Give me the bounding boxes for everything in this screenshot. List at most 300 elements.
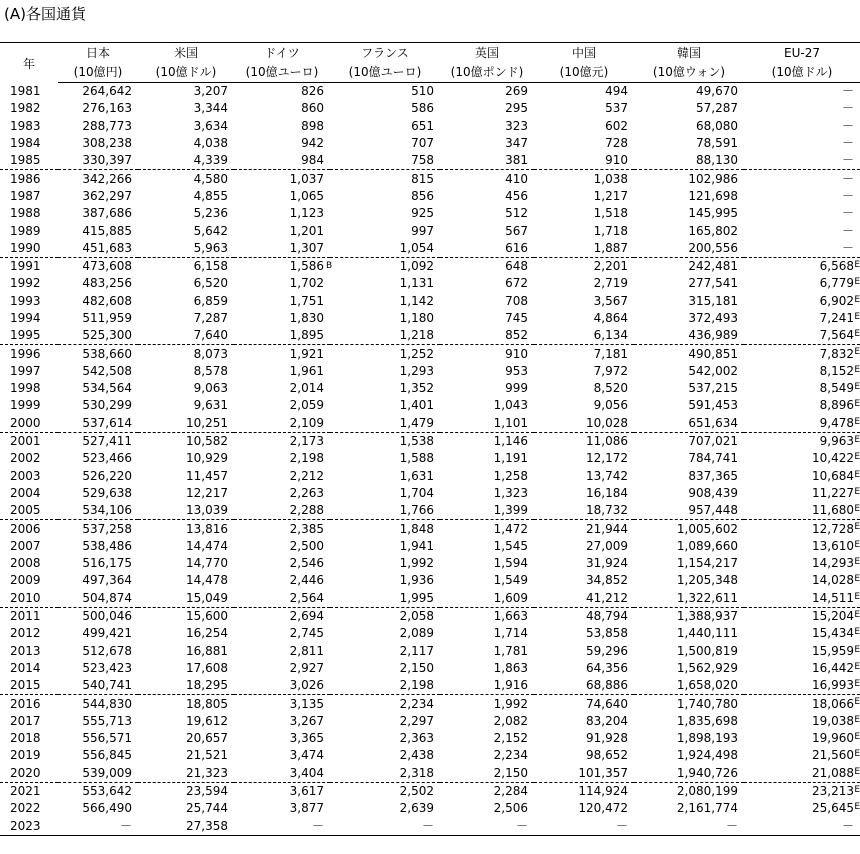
value-cell-korea [634, 380, 744, 397]
value-text: 410 [505, 171, 528, 186]
value-cell-uk [440, 607, 534, 625]
value-text: 512,678 [82, 643, 132, 658]
estimate-flag: E [854, 591, 860, 602]
value-text: 342,266 [82, 171, 132, 186]
value-cell-china [534, 590, 634, 608]
value-cell-france [330, 520, 440, 538]
value-text: 16,881 [186, 643, 228, 658]
value-text: 534,106 [82, 503, 132, 518]
table-row [0, 607, 860, 625]
value-text: 898 [301, 118, 324, 133]
value-text: 527,411 [82, 434, 132, 449]
value-cell-japan [58, 188, 138, 205]
table-row [0, 572, 860, 589]
value-cell-france [330, 555, 440, 572]
value-cell-germany [234, 205, 330, 222]
value-text: 1,131 [399, 276, 434, 291]
value-text: 1,352 [399, 381, 434, 396]
table-row [0, 415, 860, 433]
year-cell: 2004 [10, 485, 41, 500]
value-text: 18,066 [812, 696, 854, 711]
year-cell: 1995 [10, 328, 41, 343]
value-text: 315,181 [688, 293, 738, 308]
value-text: 1,848 [399, 521, 434, 536]
value-cell-uk [440, 170, 534, 188]
unit-china: (10億元) [534, 64, 634, 83]
value-cell-korea [634, 135, 744, 152]
value-cell-china [534, 660, 634, 677]
value-text: 269 [505, 84, 528, 99]
value-cell-france [330, 677, 440, 695]
value-cell-us [138, 275, 234, 292]
value-cell-us [138, 432, 234, 450]
value-text: 14,770 [186, 556, 228, 571]
estimate-flag: E [854, 679, 860, 690]
value-cell-us [138, 800, 234, 817]
value-cell-france [330, 747, 440, 764]
value-cell-uk [440, 118, 534, 135]
value-text: 2,263 [289, 485, 324, 500]
value-text: 16,254 [186, 626, 228, 641]
value-cell-korea [634, 713, 744, 730]
value-cell-us [138, 695, 234, 713]
year-cell: 2017 [10, 713, 41, 728]
table-row [0, 257, 860, 275]
value-cell-us [138, 607, 234, 625]
estimate-flag: E [854, 609, 860, 620]
value-text: 1,538 [399, 434, 434, 449]
value-cell-korea [634, 800, 744, 817]
value-text: 23,213 [812, 784, 854, 799]
estimate-flag: E [854, 627, 860, 638]
table-row [0, 83, 860, 101]
value-cell-korea [634, 572, 744, 589]
value-text: 15,600 [186, 609, 228, 624]
estimate-flag: E [854, 574, 860, 585]
value-cell-germany [234, 677, 330, 695]
value-text: 9,063 [193, 381, 228, 396]
value-text: 15,959 [812, 643, 854, 658]
table-row [0, 118, 860, 135]
value-text: 510 [411, 84, 434, 99]
value-cell-france [330, 222, 440, 239]
table-row [0, 502, 860, 520]
estimate-flag: E [854, 557, 860, 568]
table-row [0, 275, 860, 292]
value-cell-japan [58, 572, 138, 589]
value-text: 1,252 [399, 346, 434, 361]
value-cell-korea [634, 607, 744, 625]
value-cell-germany [234, 450, 330, 467]
value-cell-korea [634, 660, 744, 677]
value-cell-china [534, 468, 634, 485]
value-cell-france [330, 118, 440, 135]
year-cell: 1983 [10, 118, 41, 133]
value-cell-japan [58, 327, 138, 345]
value-cell-germany [234, 695, 330, 713]
value-cell-korea [634, 468, 744, 485]
value-text: 1,293 [399, 363, 434, 378]
value-cell-eu27 [744, 538, 860, 555]
value-cell-us [138, 485, 234, 502]
value-cell-korea [634, 188, 744, 205]
value-text: 6,520 [193, 276, 228, 291]
value-text: 74,640 [586, 696, 628, 711]
value-cell-korea [634, 677, 744, 695]
value-text: 2,288 [289, 503, 324, 518]
value-text: 68,886 [586, 678, 628, 693]
value-cell-japan [58, 747, 138, 764]
value-cell-japan [58, 520, 138, 538]
value-text: 18,295 [186, 678, 228, 693]
value-cell-korea [634, 275, 744, 292]
value-cell-china [534, 293, 634, 310]
value-text: 556,571 [82, 731, 132, 746]
value-text: 91,928 [586, 731, 628, 746]
value-text: 8,152 [819, 363, 854, 378]
value-text: 3,207 [193, 84, 228, 99]
value-cell-eu27 [744, 415, 860, 433]
value-cell-eu27 [744, 713, 860, 730]
year-cell: 1981 [10, 83, 41, 98]
value-cell-france [330, 782, 440, 800]
value-text: 1,123 [289, 206, 324, 221]
value-cell-korea [634, 240, 744, 258]
value-text: 651,634 [688, 415, 738, 430]
value-cell-us [138, 222, 234, 239]
value-text: 10,684 [812, 468, 854, 483]
value-text: 15,049 [186, 590, 228, 605]
value-cell-japan [58, 660, 138, 677]
value-cell-uk [440, 240, 534, 258]
value-text: 2,363 [399, 731, 434, 746]
value-cell-eu27 [744, 170, 860, 188]
year-cell: 2020 [10, 765, 41, 780]
value-cell-us [138, 590, 234, 608]
estimate-flag: E [854, 539, 860, 550]
value-text: 436,989 [688, 328, 738, 343]
value-text: 758 [411, 153, 434, 168]
unit-france: (10億ユーロ) [330, 64, 440, 83]
value-cell-us [138, 363, 234, 380]
value-text: 7,640 [193, 328, 228, 343]
value-cell-us [138, 310, 234, 327]
value-cell-france [330, 293, 440, 310]
value-cell-germany [234, 275, 330, 292]
value-text: 529,638 [82, 485, 132, 500]
value-cell-uk [440, 135, 534, 152]
table-row [0, 747, 860, 764]
value-cell-eu27 [744, 485, 860, 502]
value-text: 17,608 [186, 660, 228, 675]
value-text: 7,832 [819, 346, 854, 361]
value-text: 15,204 [812, 609, 854, 624]
value-text: 8,520 [593, 381, 628, 396]
value-text: 473,608 [82, 259, 132, 274]
value-text: 1,201 [289, 223, 324, 238]
value-cell-korea [634, 415, 744, 433]
table-header [0, 43, 860, 83]
value-text: 88,130 [696, 153, 738, 168]
value-text: 21,323 [186, 765, 228, 780]
value-cell-us [138, 625, 234, 642]
value-text: 1,037 [289, 171, 324, 186]
value-text: 516,175 [82, 556, 132, 571]
value-cell-china [534, 502, 634, 520]
value-cell-us [138, 643, 234, 660]
value-cell-japan [58, 397, 138, 414]
table-row [0, 800, 860, 817]
header-uk: 英国 [474, 46, 499, 60]
value-text: 566,490 [82, 801, 132, 816]
value-cell-uk [440, 817, 534, 835]
value-text: 5,236 [193, 206, 228, 221]
value-text: 4,864 [593, 311, 628, 325]
value-cell-uk [440, 555, 534, 572]
value-cell-germany [234, 118, 330, 135]
value-cell-us [138, 747, 234, 764]
value-cell-china [534, 363, 634, 380]
value-cell-japan [58, 345, 138, 363]
value-cell-eu27 [744, 695, 860, 713]
value-text: 483,256 [82, 276, 132, 291]
value-cell-france [330, 450, 440, 467]
value-cell-china [534, 625, 634, 642]
table-row [0, 432, 860, 450]
value-cell-japan [58, 643, 138, 660]
value-cell-germany [234, 817, 330, 835]
value-cell-france [330, 572, 440, 589]
value-cell-japan [58, 730, 138, 747]
value-text: 1,043 [493, 398, 528, 413]
year-cell: 2014 [10, 660, 41, 675]
value-cell-germany [234, 607, 330, 625]
value-text: 12,728 [812, 521, 854, 536]
value-cell-eu27 [744, 572, 860, 589]
value-cell-eu27 [744, 432, 860, 450]
value-cell-germany [234, 572, 330, 589]
value-cell-us [138, 520, 234, 538]
year-cell: 2016 [0, 695, 58, 713]
value-text: 2,564 [289, 590, 324, 605]
value-text: 1,830 [289, 311, 324, 325]
value-text: 9,631 [193, 398, 228, 413]
value-cell-china [534, 83, 634, 101]
value-text: 542,002 [688, 363, 738, 378]
estimate-flag: E [854, 382, 860, 393]
value-text: 1,781 [493, 643, 528, 658]
estimate-flag: E [854, 661, 860, 672]
value-cell-germany [234, 240, 330, 258]
value-text: 16,993 [812, 678, 854, 693]
value-cell-eu27 [744, 800, 860, 817]
table-row [0, 625, 860, 642]
table-row [0, 327, 860, 345]
value-cell-japan [58, 800, 138, 817]
value-text: 591,453 [688, 398, 738, 413]
value-cell-japan [58, 607, 138, 625]
value-text: － [421, 818, 434, 833]
value-cell-uk [440, 713, 534, 730]
value-text: 8,578 [193, 363, 228, 378]
year-cell: 1992 [10, 276, 41, 291]
table-row [0, 782, 860, 800]
value-text: 264,642 [82, 84, 132, 99]
year-cell: 1985 [10, 153, 41, 168]
value-cell-china [534, 817, 634, 835]
value-text: 556,845 [82, 748, 132, 763]
value-text: 27,009 [586, 538, 628, 553]
value-cell-us [138, 135, 234, 152]
value-text: 200,556 [688, 240, 738, 255]
value-cell-us [138, 555, 234, 572]
value-cell-japan [58, 118, 138, 135]
value-cell-eu27 [744, 643, 860, 660]
value-text: 497,364 [82, 573, 132, 588]
value-text: 9,963 [819, 434, 854, 449]
value-text: 2,014 [289, 381, 324, 396]
value-cell-korea [634, 450, 744, 467]
value-cell-eu27 [744, 205, 860, 222]
value-cell-uk [440, 468, 534, 485]
value-cell-us [138, 257, 234, 275]
value-text: 1,702 [289, 276, 324, 291]
value-cell-china [534, 100, 634, 117]
value-cell-japan [58, 538, 138, 555]
year-cell: 2021 [0, 782, 58, 800]
value-text: 1,218 [399, 328, 434, 343]
value-cell-china [534, 152, 634, 170]
value-text: 1,936 [399, 573, 434, 588]
value-cell-france [330, 327, 440, 345]
value-text: 1,863 [493, 660, 528, 675]
value-text: 1,586 [289, 259, 324, 274]
value-cell-uk [440, 502, 534, 520]
value-text: 1,740,780 [676, 696, 738, 711]
value-cell-us [138, 345, 234, 363]
table-row [0, 363, 860, 380]
value-text: 8,073 [193, 346, 228, 361]
table-row [0, 765, 860, 783]
value-cell-germany [234, 327, 330, 345]
value-cell-uk [440, 765, 534, 783]
value-cell-korea [634, 765, 744, 783]
value-cell-eu27 [744, 100, 860, 117]
value-cell-germany [234, 730, 330, 747]
year-cell: 2023 [0, 817, 58, 835]
value-cell-china [534, 415, 634, 433]
value-cell-germany [234, 520, 330, 538]
value-cell-us [138, 293, 234, 310]
value-text: 526,220 [82, 468, 132, 483]
value-cell-france [330, 170, 440, 188]
value-cell-eu27 [744, 327, 860, 345]
value-cell-germany [234, 625, 330, 642]
value-cell-china [534, 205, 634, 222]
year-cell: 1987 [10, 188, 41, 203]
value-cell-eu27 [744, 310, 860, 327]
value-text: 2,438 [399, 748, 434, 763]
value-cell-japan [58, 83, 138, 101]
value-text: 1,714 [493, 626, 528, 641]
value-cell-germany [234, 345, 330, 363]
value-cell-france [330, 380, 440, 397]
value-cell-china [534, 135, 634, 152]
value-cell-france [330, 310, 440, 327]
value-cell-china [534, 275, 634, 292]
year-cell: 1984 [10, 136, 41, 151]
value-cell-germany [234, 363, 330, 380]
value-cell-china [534, 257, 634, 275]
value-cell-france [330, 275, 440, 292]
value-text: 784,741 [688, 451, 738, 466]
value-cell-germany [234, 765, 330, 783]
value-text: 1,766 [399, 503, 434, 518]
table-row [0, 468, 860, 485]
year-cell: 2000 [10, 415, 41, 430]
value-cell-france [330, 607, 440, 625]
value-text: 21,521 [186, 748, 228, 763]
value-text: 21,560 [812, 748, 854, 763]
value-text: 553,642 [82, 784, 132, 799]
estimate-flag: E [854, 644, 860, 655]
value-text: 523,466 [82, 451, 132, 466]
value-cell-germany [234, 188, 330, 205]
value-text: － [311, 818, 324, 833]
value-text: － [841, 136, 854, 151]
value-text: 3,404 [289, 765, 324, 780]
value-cell-eu27 [744, 293, 860, 310]
value-text: 11,457 [186, 468, 228, 483]
value-cell-korea [634, 502, 744, 520]
value-text: 6,158 [193, 259, 228, 274]
value-cell-germany [234, 485, 330, 502]
value-cell-korea [634, 100, 744, 117]
table-row [0, 450, 860, 467]
value-text: 1,588 [399, 451, 434, 466]
value-text: 2,152 [493, 731, 528, 746]
value-text: 2,927 [289, 660, 324, 675]
table-row [0, 730, 860, 747]
value-text: 121,698 [688, 188, 738, 203]
value-text: 3,617 [289, 784, 324, 799]
value-cell-uk [440, 152, 534, 170]
value-cell-us [138, 415, 234, 433]
value-cell-japan [58, 765, 138, 783]
value-text: － [841, 118, 854, 133]
value-text: 19,960 [812, 731, 854, 746]
value-text: 537,258 [82, 521, 132, 536]
year-cell: 1997 [10, 363, 41, 378]
value-text: 1,940,726 [676, 765, 738, 780]
value-text: － [841, 101, 854, 116]
value-text: 9,478 [819, 415, 854, 430]
value-cell-uk [440, 590, 534, 608]
value-text: 2,506 [493, 801, 528, 816]
value-text: 1,472 [493, 521, 528, 536]
table-row [0, 100, 860, 117]
value-cell-japan [58, 152, 138, 170]
value-cell-china [534, 695, 634, 713]
value-text: 1,718 [593, 223, 628, 238]
value-text: 101,357 [578, 765, 628, 780]
value-text: 3,365 [289, 731, 324, 746]
value-text: － [841, 206, 854, 221]
table-row [0, 188, 860, 205]
header-japan: 日本 [85, 46, 110, 60]
value-cell-korea [634, 293, 744, 310]
value-text: 308,238 [82, 136, 132, 151]
